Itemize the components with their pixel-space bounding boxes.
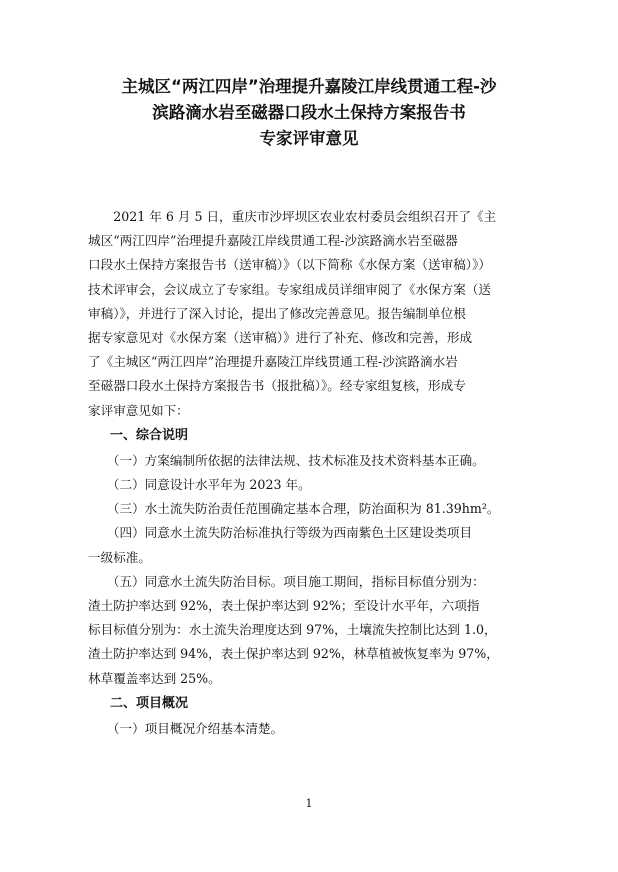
text-line: 口段水土保持方案报告书（送审稿）》（以下简称《水保方案（送审稿）》）	[88, 257, 491, 273]
text-line: 2021 年 6 月 5 日，重庆市沙坪坝区农业农村委员会组织召开了《主	[88, 209, 497, 224]
section-item: （一）项目概况介绍基本清楚。	[88, 720, 284, 736]
text-line: 了《主城区“两江四岸”治理提升嘉陵江岸线贯通工程-沙滨路滴水岩	[88, 354, 458, 370]
section-item: （四）同意水土流失防治标准执行等级为西南紫色土区建设类项目	[88, 525, 473, 541]
section-item: 一级标准。	[88, 549, 151, 565]
title-line: 专家评审意见	[259, 129, 359, 148]
text-line: 技术评审会，会议成立了专家组。专家组成员详细审阅了《水保方案（送	[88, 281, 491, 297]
section-item: （三）水土流失防治责任范围确定基本合理，防治面积为 81.39hm²。	[88, 501, 500, 517]
section-item: （五）同意水土流失防治目标。项目施工期间，指标目标值分别为：	[88, 573, 485, 589]
section-item: 标目标值分别为：水土流失治理度达到 97%，土壤流失控制比达到 1.0，	[88, 622, 497, 638]
section-item: （一）方案编制所依据的法律法规、技术标准及技术资料基本正确。	[88, 452, 485, 468]
document-body	[88, 205, 530, 741]
section-heading: 二、项目概况	[110, 695, 189, 711]
text-line: 城区“两江四岸”治理提升嘉陵江岸线贯通工程-沙滨路滴水岩至磁器	[88, 233, 458, 249]
text-line: 审稿）》，并进行了深入讨论，提出了修改完善意见。报告编制单位根	[88, 305, 466, 321]
section-item: 渣土防护率达到 92%，表土保护率达到 92%；至设计水平年，六项指	[88, 598, 480, 614]
text-line: 至磁器口段水土保持方案报告书（报批稿）》。经专家组复核，形成专	[88, 378, 466, 394]
section-item: 林草覆盖率达到 25%。	[88, 670, 221, 686]
title-line: 主城区“两江四岸”治理提升嘉陵江岸线贯通工程-沙	[121, 77, 497, 96]
section-heading: 一、综合说明	[110, 427, 189, 443]
title-line: 滨路滴水岩至磁器口段水土保持方案报告书	[152, 103, 466, 122]
intro-paragraph	[88, 205, 530, 423]
text-line: 家评审意见如下：	[88, 402, 189, 418]
document-title	[60, 74, 558, 152]
page-number: 1	[305, 797, 313, 810]
text-line: 据专家意见对《水保方案（送审稿）》进行了补充、修改和完善，形成	[88, 330, 473, 346]
section-item: （二）同意设计水平年为 2023 年。	[88, 477, 311, 493]
section-item: 渣土防护率达到 94%，表土保护率达到 92%，林草植被恢复率为 97%，	[88, 646, 499, 662]
